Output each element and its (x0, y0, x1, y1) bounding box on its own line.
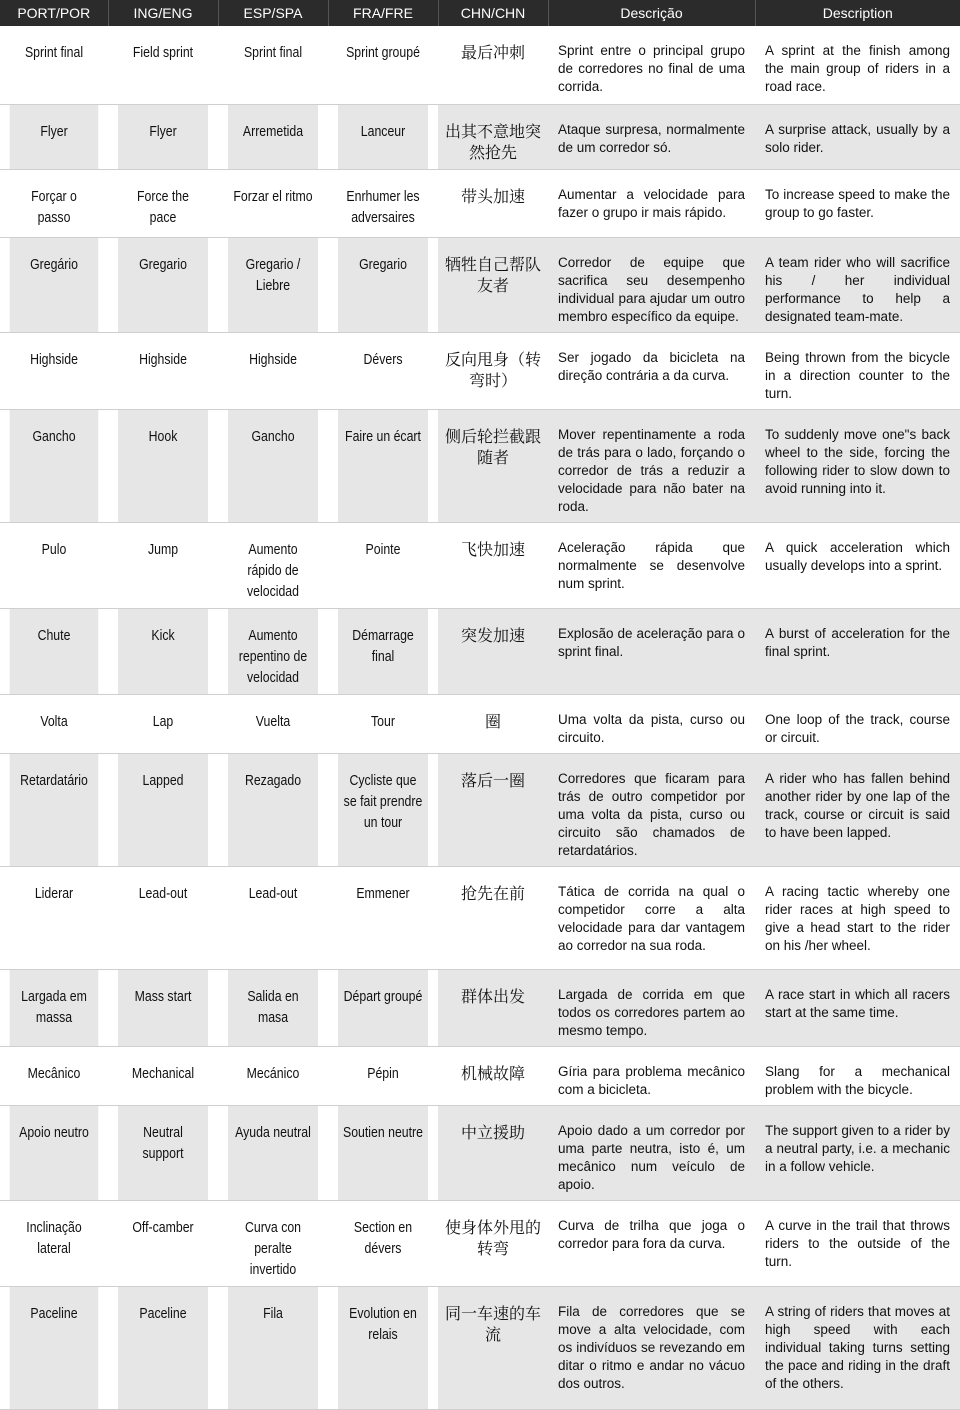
term-spa: Curva con peralte invertido (228, 1200, 318, 1286)
table-row (0, 409, 960, 522)
table-row (0, 694, 960, 753)
description-pt: Explosão de aceleração para o sprint final. (548, 608, 755, 694)
term-spa: Vuelta (228, 694, 318, 753)
term-eng: Lapped (118, 753, 208, 866)
term-chn: 侧后轮拦截跟随者 (438, 409, 548, 522)
term-spa: Gancho (228, 409, 318, 522)
description-en: The support given to a rider by a neutral party, i.e. a mechanic in a follow vehicle. (755, 1105, 960, 1200)
term-chn: 反向甩身（转弯时） (438, 332, 548, 409)
term-eng: Neutral support (118, 1105, 208, 1200)
description-pt: Corredor de equipe que sacrifica seu desempenho individual para ajudar um outro membro específico da equipe. (548, 237, 755, 332)
term-spa: Gregario / Liebre (228, 237, 318, 332)
term-chn: 群体出发 (438, 969, 548, 1046)
header-spa: ESP/SPA (218, 0, 328, 26)
term-eng: Hook (118, 409, 208, 522)
table-row (0, 1286, 960, 1409)
term-eng: Lead-out (118, 866, 208, 969)
term-fre: Lanceur (338, 104, 428, 169)
term-fre: Sprint groupé (338, 26, 428, 104)
header-descricao: Descrição (548, 0, 755, 26)
description-pt: Fila de corredores que se move a alta velocidade, com os indivíduos se revezando em ditar o ritmo e andar no vácuo dos outros. (548, 1286, 755, 1409)
table-row (0, 608, 960, 694)
term-chn: 带头加速 (438, 169, 548, 237)
table-row (0, 332, 960, 409)
term-eng: Highside (118, 332, 208, 409)
term-chn: 飞快加速 (438, 522, 548, 608)
header-description: Description (755, 0, 960, 26)
term-eng: Paceline (118, 1286, 208, 1409)
description-en: A sprint at the finish among the main group of riders in a road race. (755, 26, 960, 104)
term-eng: Off-camber (118, 1200, 208, 1286)
table-row (0, 753, 960, 866)
term-chn: 中立援助 (438, 1105, 548, 1200)
table-row (0, 104, 960, 169)
description-en: To increase speed to make the group to go faster. (755, 169, 960, 237)
term-por: Forçar o passo (10, 169, 99, 237)
term-fre: Enrhumer les adversaires (338, 169, 428, 237)
description-en: A quick acceleration which usually develops into a sprint. (755, 522, 960, 608)
term-fre: Départ groupé (338, 969, 428, 1046)
term-fre: Cycliste que se fait prendre un tour (338, 753, 428, 866)
term-spa: Highside (228, 332, 318, 409)
description-pt: Tática de corrida na qual o competidor corre a alta velocidade para dar vantagem ao corredor na sua roda. (548, 866, 755, 969)
term-fre: Gregario (338, 237, 428, 332)
table-row (0, 1105, 960, 1200)
term-por: Gregário (10, 237, 99, 332)
term-spa: Aumento repentino de velocidad (228, 608, 318, 694)
description-pt: Apoio dado a um corredor por uma parte neutra, isto é, um mecânico num veículo de apoio. (548, 1105, 755, 1200)
term-por: Largada em massa (10, 969, 99, 1046)
term-chn: 机械故障 (438, 1046, 548, 1105)
term-fre: Section en dévers (338, 1200, 428, 1286)
description-en: A string of riders that moves at high speed with each individual taking turns setting the pace and riding in the draft of the others. (755, 1286, 960, 1409)
description-pt: Aceleração rápida que normalmente se desenvolve num sprint. (548, 522, 755, 608)
description-en: A burst of acceleration for the final sprint. (755, 608, 960, 694)
table-row (0, 969, 960, 1046)
description-en: A curve in the trail that throws riders to the outside of the turn. (755, 1200, 960, 1286)
description-en: A team rider who will sacrifice his / her individual performance to help a designated team-mate. (755, 237, 960, 332)
description-en: Being thrown from the bicycle in a direction counter to the turn. (755, 332, 960, 409)
term-spa: Forzar el ritmo (228, 169, 318, 237)
term-fre: Pépin (338, 1046, 428, 1105)
term-spa: Salida en masa (228, 969, 318, 1046)
header-row (0, 0, 960, 26)
description-pt: Sprint entre o principal grupo de corredores no final de uma corrida. (548, 26, 755, 104)
term-fre: Soutien neutre (338, 1105, 428, 1200)
description-en: To suddenly move one"s back wheel to the side, forcing the following rider to slow down to avoid running into it. (755, 409, 960, 522)
term-chn: 同一车速的车流 (438, 1286, 548, 1409)
table-row (0, 866, 960, 969)
term-eng: Gregario (118, 237, 208, 332)
term-spa: Rezagado (228, 753, 318, 866)
term-por: Flyer (10, 104, 99, 169)
term-por: Paceline (10, 1286, 99, 1409)
term-por: Liderar (10, 866, 99, 969)
term-spa: Mecánico (228, 1046, 318, 1105)
term-chn: 牺牲自己帮队友者 (438, 237, 548, 332)
description-pt: Ataque surpresa, normalmente de um corredor só. (548, 104, 755, 169)
term-chn: 抢先在前 (438, 866, 548, 969)
term-eng: Flyer (118, 104, 208, 169)
term-eng: Force the pace (118, 169, 208, 237)
term-fre: Emmener (338, 866, 428, 969)
table-row (0, 1046, 960, 1105)
table-row (0, 26, 960, 104)
term-fre: Tour (338, 694, 428, 753)
term-fre: Evolution en relais (338, 1286, 428, 1409)
term-eng: Jump (118, 522, 208, 608)
description-pt: Mover repentinamente a roda de trás para o lado, forçando o corredor de trás a reduzir a velocidade para não bater na roda. (548, 409, 755, 522)
term-por: Volta (10, 694, 99, 753)
description-pt: Gíria para problema mecânico com a bicicleta. (548, 1046, 755, 1105)
term-por: Highside (10, 332, 99, 409)
term-eng: Lap (118, 694, 208, 753)
term-chn: 使身体外甩的转弯 (438, 1200, 548, 1286)
table-row (0, 522, 960, 608)
term-por: Apoio neutro (10, 1105, 99, 1200)
description-en: One loop of the track, course or circuit. (755, 694, 960, 753)
description-pt: Curva de trilha que joga o corredor para fora da curva. (548, 1200, 755, 1286)
term-spa: Sprint final (228, 26, 318, 104)
term-fre: Dévers (338, 332, 428, 409)
description-pt: Aumentar a velocidade para fazer o grupo ir mais rápido. (548, 169, 755, 237)
header-chn: CHN/CHN (438, 0, 548, 26)
term-chn: 圈 (438, 694, 548, 753)
term-fre: Démarrage final (338, 608, 428, 694)
term-spa: Fila (228, 1286, 318, 1409)
term-eng: Kick (118, 608, 208, 694)
description-en: A rider who has fallen behind another rider by one lap of the track, course or circuit is said to have been lapped. (755, 753, 960, 866)
table-row (0, 169, 960, 237)
term-por: Retardatário (10, 753, 99, 866)
term-spa: Arremetida (228, 104, 318, 169)
table-row (0, 237, 960, 332)
description-en: A race start in which all racers start at the same time. (755, 969, 960, 1046)
description-en: A racing tactic whereby one rider races at high speed to give a head start to the rider on his /her wheel. (755, 866, 960, 969)
header-fre: FRA/FRE (328, 0, 438, 26)
header-por: PORT/POR (0, 0, 108, 26)
term-chn: 突发加速 (438, 608, 548, 694)
term-spa: Ayuda neutral (228, 1105, 318, 1200)
description-pt: Uma volta da pista, curso ou circuito. (548, 694, 755, 753)
term-eng: Mechanical (118, 1046, 208, 1105)
term-por: Pulo (10, 522, 99, 608)
term-por: Chute (10, 608, 99, 694)
header-eng: ING/ENG (108, 0, 218, 26)
description-en: A surprise attack, usually by a solo rider. (755, 104, 960, 169)
term-spa: Lead-out (228, 866, 318, 969)
term-chn: 出其不意地突然抢先 (438, 104, 548, 169)
term-por: Inclinação lateral (10, 1200, 99, 1286)
term-fre: Pointe (338, 522, 428, 608)
term-spa: Aumento rápido de velocidad (228, 522, 318, 608)
description-pt: Corredores que ficaram para trás de outro competidor por uma volta da pista, curso ou circuito são chamados de retardatários. (548, 753, 755, 866)
term-por: Mecânico (10, 1046, 99, 1105)
term-chn: 落后一圈 (438, 753, 548, 866)
term-chn: 最后冲刺 (438, 26, 548, 104)
description-pt: Ser jogado da bicicleta na direção contrária a da curva. (548, 332, 755, 409)
term-por: Sprint final (10, 26, 99, 104)
term-por: Gancho (10, 409, 99, 522)
term-fre: Faire un écart (338, 409, 428, 522)
description-pt: Largada de corrida em que todos os corredores partem ao mesmo tempo. (548, 969, 755, 1046)
description-en: Slang for a mechanical problem with the bicycle. (755, 1046, 960, 1105)
term-eng: Field sprint (118, 26, 208, 104)
term-eng: Mass start (118, 969, 208, 1046)
table-row (0, 1200, 960, 1286)
